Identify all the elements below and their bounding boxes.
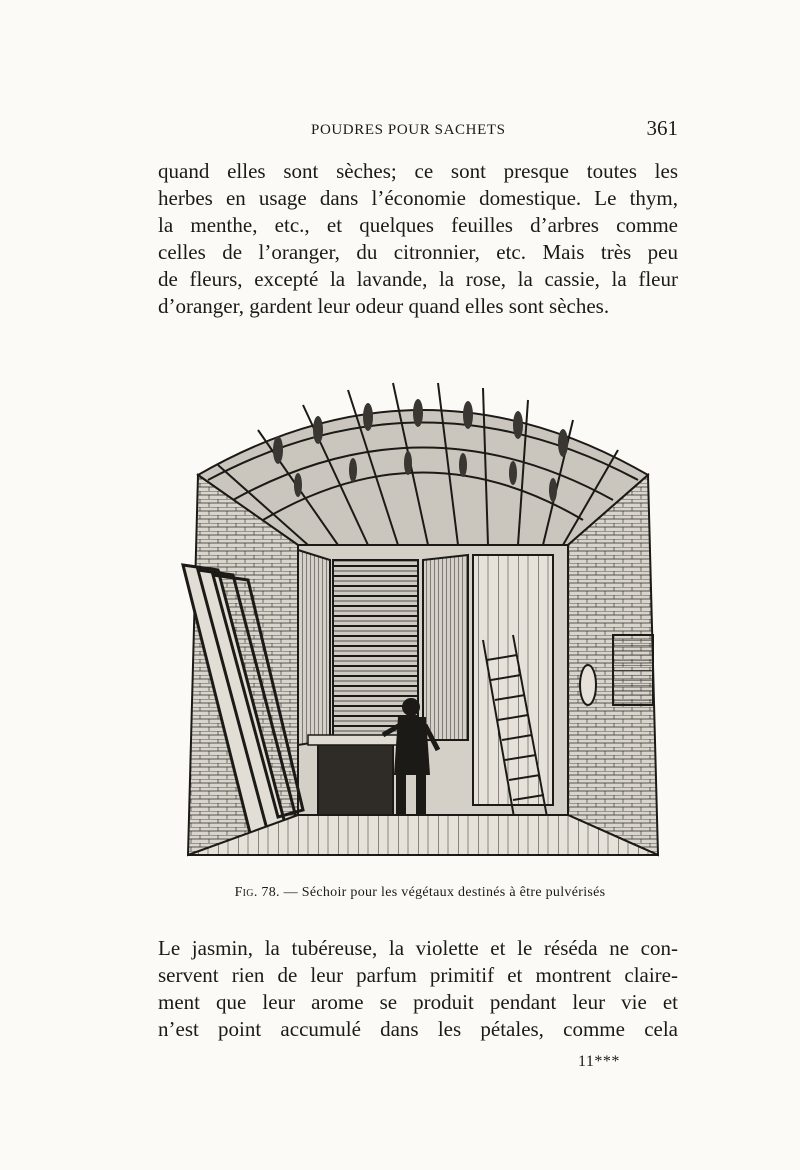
- running-title: POUDRES POUR SACHETS: [311, 122, 506, 138]
- fireplace: [318, 740, 393, 815]
- text-line: de fleurs, excepté la lavande, la rose, la cassie, la fleur: [158, 267, 678, 291]
- text-line: Le jasmin, la tubéreuse, la violette et le réséda ne con-: [158, 936, 678, 960]
- signature-mark: 11***: [578, 1053, 620, 1070]
- page-number: 361: [646, 116, 678, 140]
- right-shutter: [423, 555, 468, 740]
- text-line: servent rien de leur parfum primitif et montrent claire-: [158, 963, 678, 987]
- text-line: n’est point accumulé dans les pétales, comme cela: [158, 1017, 678, 1041]
- text-line: quand elles sont sèches; ce sont presque toutes les: [158, 159, 678, 183]
- mantel: [308, 735, 403, 745]
- text-line: d’oranger, gardent leur odeur quand elles sont sèches.: [158, 294, 610, 318]
- paragraph-top: [158, 158, 678, 320]
- paragraph-bottom: [158, 935, 678, 1043]
- oval-niche: [580, 665, 596, 705]
- text-line: la menthe, etc., et quelques feuilles d’arbres comme: [158, 213, 678, 237]
- text-line: herbes en usage dans l’économie domestique. Le thym,: [158, 186, 678, 210]
- text-line: ment que leur arome se produit pendant leur vie et: [158, 990, 678, 1014]
- engraving-drying-room: [178, 355, 668, 867]
- text-line: celles de l’oranger, du citronnier, etc. Mais très peu: [158, 240, 678, 264]
- left-shutter: [298, 550, 330, 745]
- figure-number: Fig. 78.: [234, 885, 280, 900]
- engraving-illustration: [178, 355, 668, 867]
- side-window: [613, 635, 653, 705]
- plank-door: [473, 555, 553, 805]
- figure-caption: [150, 885, 690, 901]
- running-head: [158, 118, 678, 144]
- figure-caption-text: — Séchoir pour les végétaux destinés à être pulvérisés: [279, 885, 606, 900]
